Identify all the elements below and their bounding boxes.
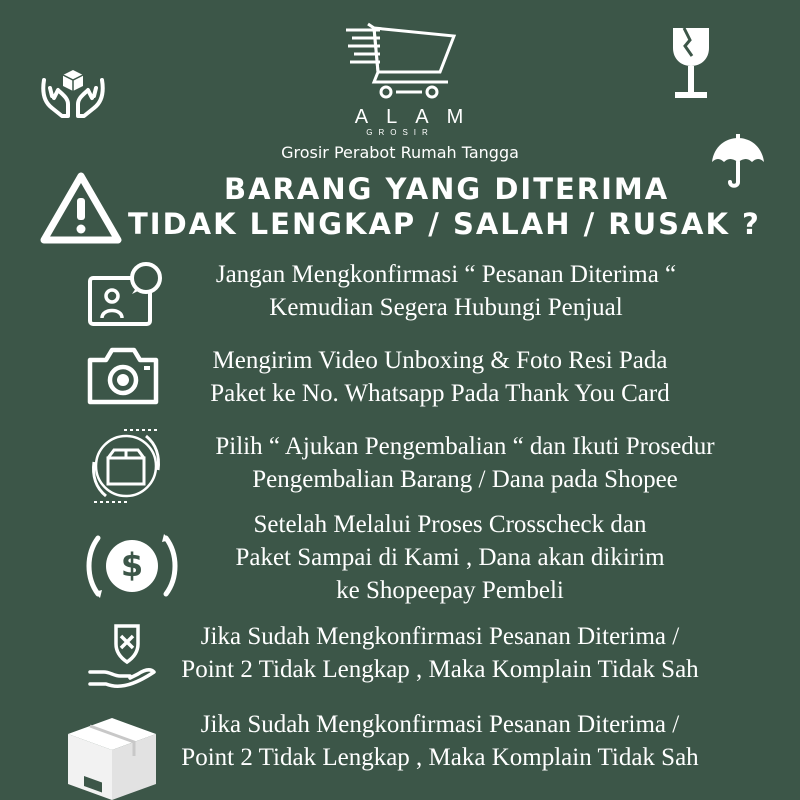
item-5-line-2: Point 2 Tidak Lengkap , Maka Komplain Tidak Sah — [181, 656, 699, 683]
refund-dollar-icon — [84, 530, 180, 602]
list-item-2 — [160, 344, 720, 410]
item-4-line-2: Paket Sampai di Kami , Dana akan dikirim — [235, 544, 665, 571]
hands-holding-box-icon — [40, 66, 106, 124]
item-6-line-1: Jika Sudah Mengkonfirmasi Pesanan Diterima / — [200, 711, 680, 738]
headline-line-2: TIDAK LENGKAP / SALAH / RUSAK ? — [128, 207, 761, 241]
return-box-icon — [84, 424, 170, 508]
headline-line-1: BARANG YANG DITERIMA — [224, 172, 670, 206]
brand-name: ALAM — [354, 106, 482, 128]
svg-text:$: $ — [120, 546, 144, 584]
item-6-line-2: Point 2 Tidak Lengkap , Maka Komplain Tidak Sah — [181, 744, 699, 771]
item-3-line-2: Pengembalian Barang / Dana pada Shopee — [252, 466, 678, 493]
umbrella-icon — [710, 134, 766, 190]
item-4-line-1: Setelah Melalui Proses Crosscheck dan — [253, 511, 647, 538]
item-1-line-2: Kemudian Segera Hubungi Penjual — [269, 294, 623, 321]
warning-icon — [40, 170, 122, 244]
brand-subtitle: GROSIR — [366, 128, 434, 137]
list-item-4 — [180, 508, 720, 607]
fragile-glass-icon — [670, 26, 712, 100]
item-2-line-1: Mengirim Video Unboxing & Foto Resi Pada — [212, 347, 668, 374]
camera-icon — [86, 346, 160, 406]
item-5-line-1: Jika Sudah Mengkonfirmasi Pesanan Diterima / — [200, 623, 680, 650]
item-3-line-1: Pilih “ Ajukan Pengembalian “ dan Ikuti Prosedur — [215, 433, 715, 460]
item-4-line-3: ke Shopeepay Pembeli — [336, 577, 564, 604]
item-1-line-1: Jangan Mengkonfirmasi “ Pesanan Diterima “ — [215, 261, 677, 288]
rejected-hand-icon — [86, 622, 158, 692]
brand-tagline: Grosir Perabot Rumah Tangga — [281, 143, 519, 162]
shopping-cart-logo-icon — [340, 22, 460, 102]
list-item-3 — [170, 430, 760, 496]
list-item-1 — [166, 258, 726, 324]
list-item-6 — [160, 708, 720, 774]
online-chat-icon — [86, 262, 164, 330]
list-item-5 — [160, 620, 720, 686]
item-2-line-2: Paket ke No. Whatsapp Pada Thank You Card — [210, 380, 670, 407]
package-box-icon — [62, 712, 162, 800]
